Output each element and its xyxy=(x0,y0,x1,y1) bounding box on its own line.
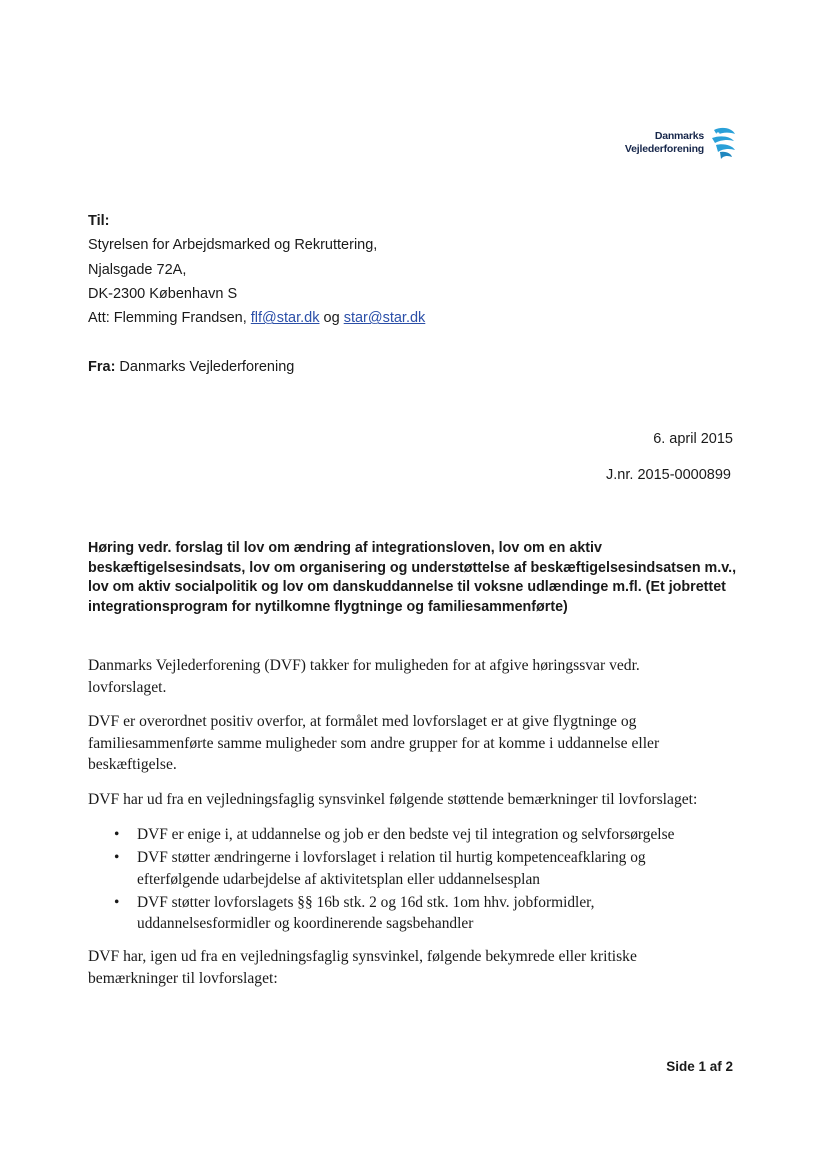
recipient-line: Styrelsen for Arbejdsmarked og Rekruttering, xyxy=(88,237,378,254)
logo-line-2: Vejlederforening xyxy=(624,143,704,155)
list-item xyxy=(88,892,748,935)
organization-logo xyxy=(600,124,740,164)
paragraph-critical-intro xyxy=(88,946,748,989)
list-item-line: DVF støtter ændringerne i lovforslaget i relation til hurtig kompetenceafklaring og xyxy=(137,849,646,866)
recipient-line: DK-2300 København S xyxy=(88,285,238,302)
recipient-label: Til: xyxy=(88,213,110,229)
recipient-block xyxy=(88,209,425,330)
sender-label: Fra: xyxy=(88,359,116,375)
list-item-line: DVF er enige i, at uddannelse og job er den bedste vej til integration og selvforsørgelse xyxy=(137,826,675,843)
subject-line: Høring vedr. forslag til lov om ændring af integrationsloven, lov om en aktiv xyxy=(88,540,602,556)
attention-prefix: Att: Flemming Frandsen, xyxy=(88,310,251,327)
subject-line: integrationsprogram for nytilkomne flygtninge og familiesammenførte) xyxy=(88,598,568,615)
subject-line: lov om aktiv socialpolitik og lov om danskuddannelse til voksne udlændinge m.fl. (Et jobrettet xyxy=(88,579,726,596)
paragraph-line: bemærkninger til lovforslaget: xyxy=(88,969,278,987)
logo-text xyxy=(625,130,704,156)
list-item-line: uddannelsesformidler og koordinerende sagsbehandler xyxy=(137,915,474,932)
email-link-flf[interactable]: flf@star.dk xyxy=(250,310,320,327)
subject-line: beskæftigelsesindsats, lov om organisering og understøttelse af beskæftigelsesindsatsen m.v., xyxy=(88,559,737,576)
attention-conjunction: og xyxy=(319,310,344,327)
paragraph-overall-position xyxy=(88,711,748,776)
logo-line-1: Danmarks xyxy=(654,130,704,142)
paragraph-line: DVF er overordnet positiv overfor, at formålet med lovforslaget er at give flygtninge og xyxy=(88,713,637,730)
list-item xyxy=(88,847,748,890)
email-link-star[interactable]: star@star.dk xyxy=(343,310,426,327)
supporting-remarks-list xyxy=(88,824,748,936)
recipient-line: Njalsgade 72A, xyxy=(88,261,187,278)
letter-date: 6. april 2015 xyxy=(653,431,733,447)
bullet-marker: • xyxy=(114,893,120,911)
bullet-marker: • xyxy=(114,849,120,866)
paragraph-thanks xyxy=(88,655,748,698)
list-item-line: DVF støtter lovforslagets §§ 16b stk. 2 og 16d stk. 1om hhv. jobformidler, xyxy=(137,893,595,911)
paragraph-line: DVF har, igen ud fra en vejledningsfaglig synsvinkel, følgende bekymrede eller kritiske xyxy=(88,948,637,965)
sender-name: Danmarks Vejlederforening xyxy=(115,359,295,375)
list-item-line: efterfølgende udarbejdelse af aktivitetsplan eller uddannelsesplan xyxy=(137,870,540,888)
paragraph-line: Danmarks Vejlederforening (DVF) takker for muligheden for at afgive høringssvar vedr. xyxy=(88,657,640,674)
paragraph-line: DVF har ud fra en vejledningsfaglig synsvinkel følgende støttende bemærkninger til lovforslaget: xyxy=(88,791,698,808)
paragraph-line: lovforslaget. xyxy=(88,678,167,696)
paragraph-supporting-intro xyxy=(88,789,748,811)
journal-number: J.nr. 2015-0000899 xyxy=(606,467,731,483)
page-number: Side 1 af 2 xyxy=(666,1059,733,1074)
paragraph-line: beskæftigelse. xyxy=(88,756,177,773)
dvf-logo-icon xyxy=(708,126,738,160)
sender-line xyxy=(88,355,294,379)
attention-line xyxy=(88,306,425,330)
paragraph-line: familiesammenførte samme muligheder som andre grupper for at komme i uddannelse eller xyxy=(88,734,660,752)
bullet-marker: • xyxy=(114,826,120,843)
list-item xyxy=(88,824,748,846)
subject-heading xyxy=(88,539,748,617)
